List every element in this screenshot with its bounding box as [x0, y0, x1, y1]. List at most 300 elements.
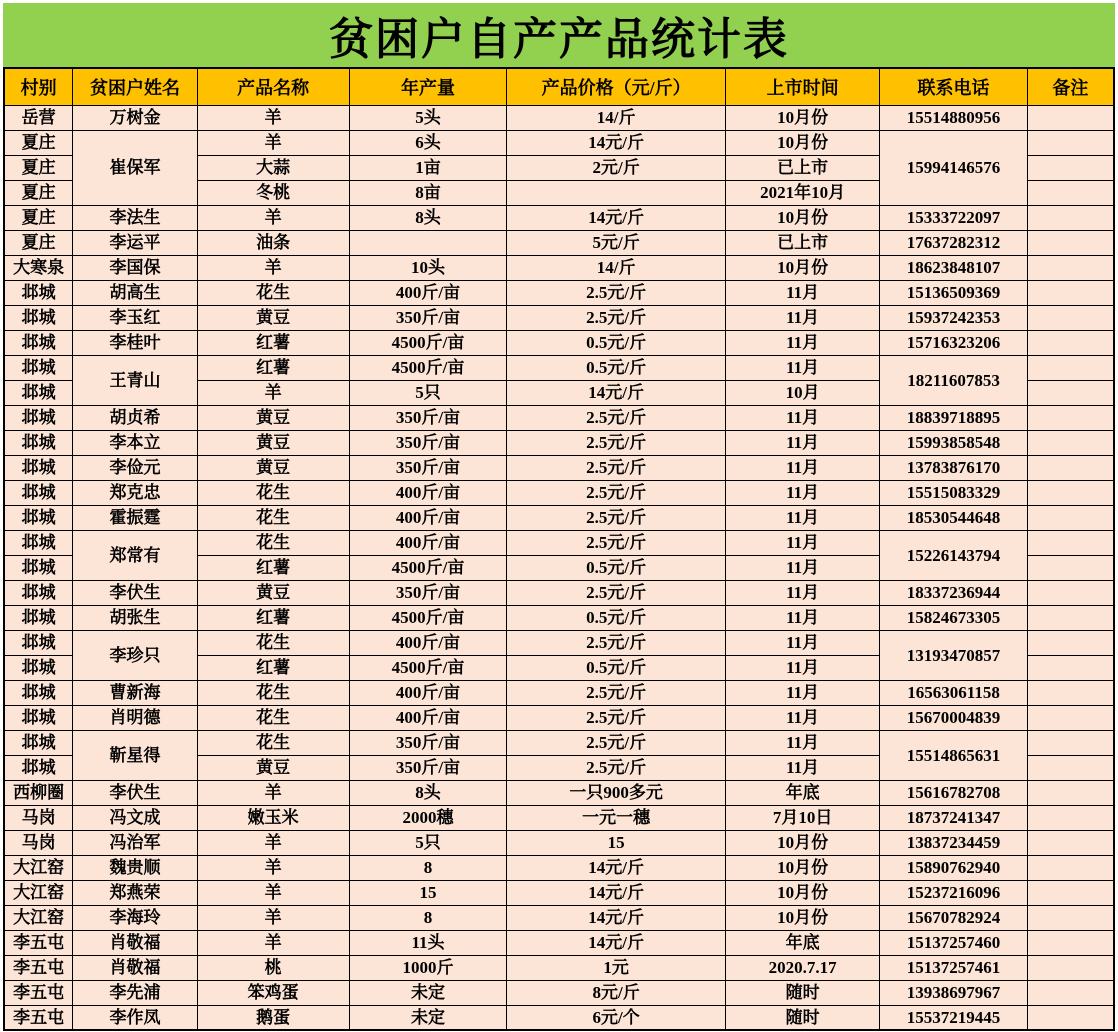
table-cell: 0.5元/斤 [507, 555, 726, 580]
table-cell: 羊 [197, 130, 349, 155]
table-cell: 李珍只 [73, 630, 197, 680]
table-cell: 郑常有 [73, 530, 197, 580]
table-cell: 羊 [197, 205, 349, 230]
table-cell: 400斤/亩 [349, 530, 507, 555]
table-cell: 10月份 [725, 255, 879, 280]
table-cell: 2.5元/斤 [507, 405, 726, 430]
table-row [4, 730, 1114, 755]
table-cell: 10月份 [725, 830, 879, 855]
table-cell: 红薯 [197, 330, 349, 355]
table-cell: 400斤/亩 [349, 480, 507, 505]
table-cell: 15890762940 [880, 855, 1028, 880]
table-cell: 15994146576 [880, 130, 1028, 205]
table-cell [1027, 555, 1114, 580]
column-header-5: 产品价格（元/斤） [507, 68, 726, 105]
table-cell [1027, 280, 1114, 305]
table-cell: 羊 [197, 255, 349, 280]
table-cell [1027, 855, 1114, 880]
table-row [4, 230, 1114, 255]
table-cell: 邶城 [4, 305, 73, 330]
table-cell: 14元/斤 [507, 380, 726, 405]
table-cell: 350斤/亩 [349, 305, 507, 330]
table-row [4, 330, 1114, 355]
table-cell: 15 [349, 880, 507, 905]
table-cell: 14元/斤 [507, 880, 726, 905]
table-cell [1027, 1005, 1114, 1030]
table-row [4, 630, 1114, 655]
table-cell: 11头 [349, 930, 507, 955]
table-cell: 2020.7.17 [725, 955, 879, 980]
table-cell: 2.5元/斤 [507, 305, 726, 330]
table-cell: 邶城 [4, 530, 73, 555]
table-cell: 邶城 [4, 655, 73, 680]
table-cell: 8亩 [349, 180, 507, 205]
table-cell: 18623848107 [880, 255, 1028, 280]
table-cell: 14/斤 [507, 105, 726, 130]
table-row [4, 980, 1114, 1005]
table-cell: 黄豆 [197, 305, 349, 330]
table-cell: 岳营 [4, 105, 73, 130]
table-cell: 13193470857 [880, 630, 1028, 680]
table-cell [1027, 780, 1114, 805]
table-cell: 11月 [725, 730, 879, 755]
table-row [4, 705, 1114, 730]
table-cell: 邶城 [4, 505, 73, 530]
table-cell: 邶城 [4, 580, 73, 605]
table-row [4, 955, 1114, 980]
table-cell: 11月 [725, 705, 879, 730]
table-cell: 冯治军 [73, 830, 197, 855]
table-cell: 11月 [725, 680, 879, 705]
table-cell: 15993858548 [880, 430, 1028, 455]
table-cell: 花生 [197, 505, 349, 530]
table-cell: 10月份 [725, 205, 879, 230]
table-cell: 夏庄 [4, 130, 73, 155]
table-row [4, 105, 1114, 130]
table-cell: 邶城 [4, 280, 73, 305]
table-cell: 11月 [725, 480, 879, 505]
table-cell: 18839718895 [880, 405, 1028, 430]
table-cell: 邶城 [4, 730, 73, 755]
column-header-2: 贫困户姓名 [73, 68, 197, 105]
table-cell: 胡张生 [73, 605, 197, 630]
table-cell: 13783876170 [880, 455, 1028, 480]
table-cell: 李玉红 [73, 305, 197, 330]
table-cell: 羊 [197, 105, 349, 130]
table-cell: 邶城 [4, 430, 73, 455]
table-cell: 曹新海 [73, 680, 197, 705]
column-header-6: 上市时间 [725, 68, 879, 105]
table-cell: 李五屯 [4, 980, 73, 1005]
table-cell: 黄豆 [197, 455, 349, 480]
table-cell: 18337236944 [880, 580, 1028, 605]
table-cell [1027, 155, 1114, 180]
table-cell: 胡贞希 [73, 405, 197, 430]
table-cell: 2.5元/斤 [507, 430, 726, 455]
table-cell: 15237216096 [880, 880, 1028, 905]
table-cell: 2.5元/斤 [507, 505, 726, 530]
table-cell: 随时 [725, 980, 879, 1005]
table-cell: 已上市 [725, 155, 879, 180]
table-cell: 0.5元/斤 [507, 330, 726, 355]
table-cell: 王青山 [73, 355, 197, 405]
table-cell: 2.5元/斤 [507, 530, 726, 555]
table-cell: 随时 [725, 1005, 879, 1030]
table-cell: 11月 [725, 430, 879, 455]
table-row [4, 480, 1114, 505]
table-cell: 2.5元/斤 [507, 680, 726, 705]
table-cell [1027, 480, 1114, 505]
table-cell: 15333722097 [880, 205, 1028, 230]
table-cell: 黄豆 [197, 430, 349, 455]
table-cell: 黄豆 [197, 755, 349, 780]
table-cell: 李海玲 [73, 905, 197, 930]
table-cell: 肖敬福 [73, 930, 197, 955]
table-cell: 夏庄 [4, 230, 73, 255]
table-cell: 400斤/亩 [349, 505, 507, 530]
table-cell: 15136509369 [880, 280, 1028, 305]
table-cell [1027, 630, 1114, 655]
table-cell: 未定 [349, 1005, 507, 1030]
table-cell: 350斤/亩 [349, 755, 507, 780]
table-cell: 14元/斤 [507, 855, 726, 880]
table-cell: 大江窑 [4, 905, 73, 930]
table-cell: 0.5元/斤 [507, 605, 726, 630]
table-cell [1027, 355, 1114, 380]
table-row [4, 905, 1114, 930]
table-cell: 2.5元/斤 [507, 280, 726, 305]
table-cell: 李先浦 [73, 980, 197, 1005]
table-cell: 18211607853 [880, 355, 1028, 405]
table-row [4, 280, 1114, 305]
table-cell [1027, 680, 1114, 705]
table-cell: 大寒泉 [4, 255, 73, 280]
table-cell [1027, 755, 1114, 780]
table-cell: 15514865631 [880, 730, 1028, 780]
table-cell: 4500斤/亩 [349, 655, 507, 680]
table-cell: 18530544648 [880, 505, 1028, 530]
table-cell: 4500斤/亩 [349, 605, 507, 630]
table-cell: 大蒜 [197, 155, 349, 180]
table-cell: 5头 [349, 105, 507, 130]
table-cell: 11月 [725, 355, 879, 380]
table-row [4, 305, 1114, 330]
table-cell: 8头 [349, 780, 507, 805]
table-cell: 马岗 [4, 805, 73, 830]
table-cell: 邶城 [4, 605, 73, 630]
table-cell: 李伏生 [73, 580, 197, 605]
table-cell: 邶城 [4, 455, 73, 480]
table-cell: 2.5元/斤 [507, 755, 726, 780]
table-cell: 羊 [197, 880, 349, 905]
table-cell [1027, 330, 1114, 355]
table-cell: 8元/斤 [507, 980, 726, 1005]
table-title-banner [3, 3, 1115, 67]
table-cell: 花生 [197, 705, 349, 730]
table-cell: 10月份 [725, 105, 879, 130]
statistics-table [3, 67, 1115, 1031]
table-cell [1027, 255, 1114, 280]
table-cell: 10头 [349, 255, 507, 280]
table-cell: 嫩玉米 [197, 805, 349, 830]
table-row [4, 930, 1114, 955]
table-cell: 14元/斤 [507, 205, 726, 230]
table-cell: 李国保 [73, 255, 197, 280]
table-cell: 7月10日 [725, 805, 879, 830]
table-cell [1027, 805, 1114, 830]
table-cell: 李本立 [73, 430, 197, 455]
table-cell: 15716323206 [880, 330, 1028, 355]
table-cell: 14元/斤 [507, 930, 726, 955]
table-row [4, 255, 1114, 280]
table-cell: 2.5元/斤 [507, 730, 726, 755]
table-row [4, 855, 1114, 880]
table-cell: 15937242353 [880, 305, 1028, 330]
table-cell [1027, 505, 1114, 530]
table-cell [1027, 830, 1114, 855]
table-cell: 肖敬福 [73, 955, 197, 980]
table-cell: 羊 [197, 780, 349, 805]
table-cell: 大江窑 [4, 880, 73, 905]
table-cell: 羊 [197, 855, 349, 880]
table-cell: 未定 [349, 980, 507, 1005]
table-cell: 15137257461 [880, 955, 1028, 980]
table-cell [1027, 180, 1114, 205]
table-cell: 胡高生 [73, 280, 197, 305]
table-cell [1027, 605, 1114, 630]
table-cell: 11月 [725, 455, 879, 480]
table-cell: 李五屯 [4, 1005, 73, 1030]
table-row [4, 830, 1114, 855]
table-cell: 冯文成 [73, 805, 197, 830]
table-row [4, 530, 1114, 555]
table-cell: 14元/斤 [507, 905, 726, 930]
table-row [4, 355, 1114, 380]
table-cell: 红薯 [197, 555, 349, 580]
table-cell: 年底 [725, 930, 879, 955]
table-cell: 10月份 [725, 880, 879, 905]
table-cell [1027, 455, 1114, 480]
table-cell: 年底 [725, 780, 879, 805]
table-cell: 2.5元/斤 [507, 580, 726, 605]
table-cell [1027, 980, 1114, 1005]
table-cell: 5只 [349, 830, 507, 855]
table-cell: 2.5元/斤 [507, 455, 726, 480]
table-cell: 2.5元/斤 [507, 705, 726, 730]
column-header-7: 联系电话 [880, 68, 1028, 105]
table-cell: 邶城 [4, 630, 73, 655]
page-title: 贫困户自产产品统计表 [329, 15, 789, 64]
table-cell [507, 180, 726, 205]
table-cell: 李运平 [73, 230, 197, 255]
table-cell: 4500斤/亩 [349, 555, 507, 580]
table-cell: 11月 [725, 530, 879, 555]
table-cell: 350斤/亩 [349, 405, 507, 430]
table-cell: 400斤/亩 [349, 680, 507, 705]
table-cell: 万树金 [73, 105, 197, 130]
table-row [4, 880, 1114, 905]
table-cell: 油条 [197, 230, 349, 255]
table-cell: 11月 [725, 580, 879, 605]
table-cell: 羊 [197, 830, 349, 855]
table-cell: 2.5元/斤 [507, 630, 726, 655]
table-cell: 11月 [725, 305, 879, 330]
table-cell: 15 [507, 830, 726, 855]
table-cell: 羊 [197, 930, 349, 955]
table-cell: 2021年10月 [725, 180, 879, 205]
table-cell: 冬桃 [197, 180, 349, 205]
table-cell: 6元/个 [507, 1005, 726, 1030]
table-cell: 5只 [349, 380, 507, 405]
table-cell: 11月 [725, 505, 879, 530]
header-row [4, 68, 1114, 105]
table-cell: 邶城 [4, 755, 73, 780]
table-cell: 8 [349, 905, 507, 930]
table-cell: 魏贵顺 [73, 855, 197, 880]
table-cell: 8头 [349, 205, 507, 230]
table-cell: 红薯 [197, 655, 349, 680]
table-cell: 西柳圈 [4, 780, 73, 805]
table-cell: 邶城 [4, 355, 73, 380]
table-cell: 11月 [725, 330, 879, 355]
table-cell: 16563061158 [880, 680, 1028, 705]
table-cell: 15226143794 [880, 530, 1028, 580]
table-cell: 2000穗 [349, 805, 507, 830]
table-cell [1027, 380, 1114, 405]
table-row [4, 805, 1114, 830]
table-cell: 李作凤 [73, 1005, 197, 1030]
table-cell: 花生 [197, 730, 349, 755]
table-row [4, 605, 1114, 630]
table-cell: 350斤/亩 [349, 580, 507, 605]
column-header-3: 产品名称 [197, 68, 349, 105]
table-cell: 花生 [197, 630, 349, 655]
table-cell: 一元一穗 [507, 805, 726, 830]
table-cell: 李俭元 [73, 455, 197, 480]
table-cell: 马岗 [4, 830, 73, 855]
table-body [4, 105, 1114, 1030]
table-cell: 已上市 [725, 230, 879, 255]
table-cell [349, 230, 507, 255]
column-header-1: 村别 [4, 68, 73, 105]
table-cell: 400斤/亩 [349, 630, 507, 655]
table-cell: 笨鸡蛋 [197, 980, 349, 1005]
table-row [4, 430, 1114, 455]
table-cell: 黄豆 [197, 405, 349, 430]
table-cell: 红薯 [197, 355, 349, 380]
table-cell: 靳星得 [73, 730, 197, 780]
table-cell: 350斤/亩 [349, 430, 507, 455]
table-cell: 350斤/亩 [349, 455, 507, 480]
table-cell: 0.5元/斤 [507, 655, 726, 680]
table-row [4, 405, 1114, 430]
table-cell: 350斤/亩 [349, 730, 507, 755]
table-cell: 李桂叶 [73, 330, 197, 355]
column-header-8: 备注 [1027, 68, 1114, 105]
table-cell: 邶城 [4, 555, 73, 580]
table-cell [1027, 430, 1114, 455]
table-cell: 400斤/亩 [349, 280, 507, 305]
table-cell: 11月 [725, 605, 879, 630]
table-cell: 4500斤/亩 [349, 330, 507, 355]
table-cell: 2元/斤 [507, 155, 726, 180]
table-cell: 夏庄 [4, 205, 73, 230]
table-cell: 花生 [197, 480, 349, 505]
table-cell: 14/斤 [507, 255, 726, 280]
table-cell [1027, 405, 1114, 430]
table-cell: 郑克忠 [73, 480, 197, 505]
table-row [4, 505, 1114, 530]
table-cell [1027, 730, 1114, 755]
table-cell: 花生 [197, 680, 349, 705]
table-cell: 一只900多元 [507, 780, 726, 805]
table-cell [1027, 530, 1114, 555]
table-cell [1027, 880, 1114, 905]
table-cell: 15137257460 [880, 930, 1028, 955]
table-cell: 10月份 [725, 130, 879, 155]
table-cell: 夏庄 [4, 180, 73, 205]
table-cell: 15515083329 [880, 480, 1028, 505]
table-cell [1027, 655, 1114, 680]
table-cell: 崔保军 [73, 130, 197, 205]
table-cell: 11月 [725, 555, 879, 580]
table-cell: 10月份 [725, 855, 879, 880]
table-cell: 1元 [507, 955, 726, 980]
table-cell: 0.5元/斤 [507, 355, 726, 380]
table-row [4, 455, 1114, 480]
table-cell: 霍振霆 [73, 505, 197, 530]
table-cell: 11月 [725, 655, 879, 680]
table-cell: 黄豆 [197, 580, 349, 605]
table-cell: 羊 [197, 380, 349, 405]
table-cell: 邶城 [4, 680, 73, 705]
table-cell [1027, 705, 1114, 730]
table-cell [1027, 580, 1114, 605]
column-header-4: 年产量 [349, 68, 507, 105]
table-cell: 15616782708 [880, 780, 1028, 805]
table-cell: 15537219445 [880, 1005, 1028, 1030]
table-cell: 11月 [725, 280, 879, 305]
table-cell [1027, 205, 1114, 230]
table-cell: 15670782924 [880, 905, 1028, 930]
table-cell: 李法生 [73, 205, 197, 230]
table-cell: 17637282312 [880, 230, 1028, 255]
table-cell: 肖明德 [73, 705, 197, 730]
table-cell: 15514880956 [880, 105, 1028, 130]
table-cell: 11月 [725, 405, 879, 430]
table-cell: 郑燕荣 [73, 880, 197, 905]
table-cell: 5元/斤 [507, 230, 726, 255]
table-cell: 18737241347 [880, 805, 1028, 830]
table-row [4, 580, 1114, 605]
table-cell: 红薯 [197, 605, 349, 630]
table-cell: 2.5元/斤 [507, 480, 726, 505]
table-row [4, 780, 1114, 805]
table-cell [1027, 105, 1114, 130]
table-row [4, 1005, 1114, 1030]
table-cell: 李五屯 [4, 955, 73, 980]
table-cell: 邶城 [4, 380, 73, 405]
table-cell: 花生 [197, 280, 349, 305]
table-cell: 鹅蛋 [197, 1005, 349, 1030]
table-cell: 14元/斤 [507, 130, 726, 155]
table-cell: 李五屯 [4, 930, 73, 955]
table-cell: 李伏生 [73, 780, 197, 805]
table-row [4, 130, 1114, 155]
table-cell: 6头 [349, 130, 507, 155]
table-cell: 邶城 [4, 405, 73, 430]
table-cell: 桃 [197, 955, 349, 980]
